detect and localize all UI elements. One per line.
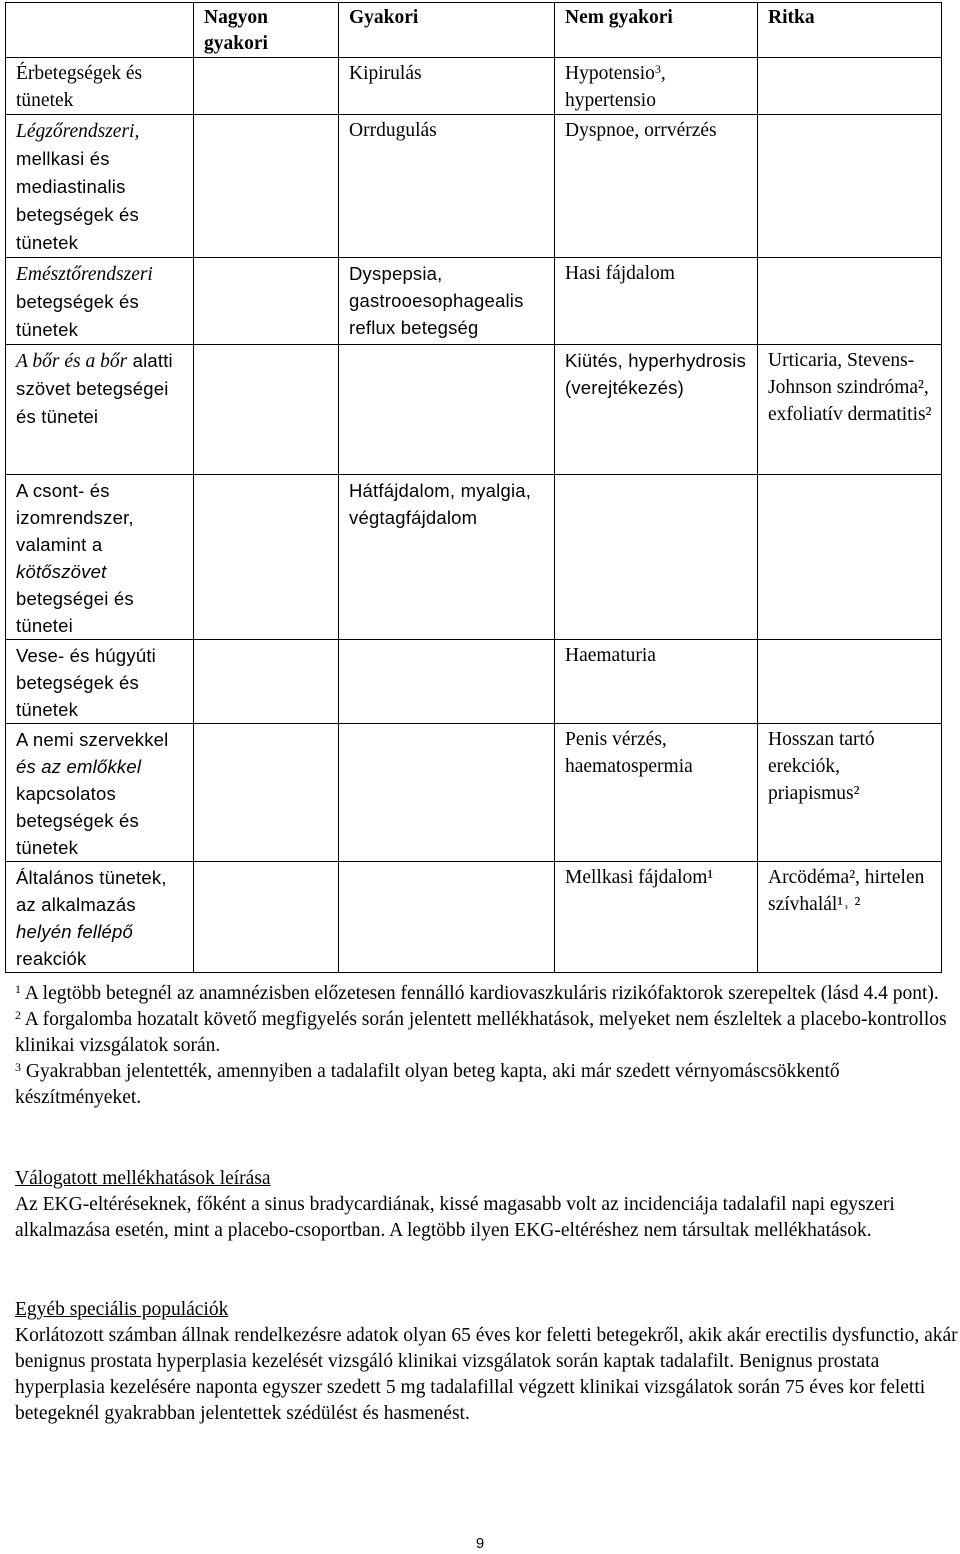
common-cell — [339, 862, 555, 973]
common-cell: Dyspepsia, gastrooesophagealis reflux betegség — [339, 258, 555, 345]
section-heading: Egyéb speciális populációk — [15, 1299, 229, 1320]
common-cell: Kipirulás — [339, 58, 555, 115]
soc-cell: Vese- és húgyúti betegségek és tünetek — [6, 640, 194, 724]
rare-cell: Urticaria, Stevens-Johnson szindróma², exfoliatív dermatitis² — [758, 345, 942, 475]
section-special-populations — [15, 1297, 960, 1427]
common-cell: Orrdugulás — [339, 115, 555, 258]
page-number: 9 — [475, 1535, 485, 1552]
header-uncommon: Nem gyakori — [555, 3, 758, 58]
table-row — [6, 115, 942, 258]
soc-cell: A csont- és izomrendszer, valamint a kötőszövet betegségei és tünetei — [6, 475, 194, 640]
very-common-cell — [194, 724, 339, 862]
uncommon-cell: Kiütés, hyperhydrosis (verejtékezés) — [555, 345, 758, 475]
uncommon-cell: Hasi fájdalom — [555, 258, 758, 345]
common-cell — [339, 640, 555, 724]
table-row — [6, 345, 942, 475]
section-body: Az EKG-eltéréseknek, főként a sinus bradycardiának, kissé magasabb volt az incidenciája tadalafil napi egyszeri alkalmazása esetén, mint a placebo-csoportban. A legtöbb ilyen EKG-eltéréshez nem társultak mellékhatások. — [15, 1194, 895, 1241]
rare-cell — [758, 640, 942, 724]
section-selected-adverse-reactions — [15, 1166, 960, 1244]
uncommon-cell: Hypotensio$^3$, hypertensio — [555, 58, 758, 115]
header-very-common: Nagyon gyakori — [194, 3, 339, 58]
very-common-cell — [194, 345, 339, 475]
soc-cell: Emésztőrendszeri betegségek és tünetek — [6, 258, 194, 345]
table-row — [6, 475, 942, 640]
header-rare: Ritka — [758, 3, 942, 58]
section-body: Korlátozott számban állnak rendelkezésre adatok olyan 65 éves kor feletti betegekről, akik akár erectilis dysfunctio, akár benignus prostata hyperplasia kezelését vizsgáló klinikai vizsgálatok során kaptak tadalafilt. Benignus prostata hyperplasia kezelésére naponta egyszer szedett 5 mg tadalafillal végzett klinikai vizsgálatok során 75 éves kor feletti betegeknél gyakrabban jelentettek szédülést és hasmenést. — [15, 1325, 958, 1424]
section-heading: Válogatott mellékhatások leírása — [15, 1168, 271, 1189]
uncommon-cell: Mellkasi fájdalom¹ — [555, 862, 758, 973]
footnote: $^2$ A forgalomba hozatalt követő megfigyelés során jelentett mellékhatások, melyeket nem észleltek a placebo-kontrollos klinikai vizsgálatok során. — [15, 1008, 947, 1056]
uncommon-cell: Penis vérzés, haematospermia — [555, 724, 758, 862]
uncommon-cell: Dyspnoe, orrvérzés — [555, 115, 758, 258]
soc-cell: Általános tünetek, az alkalmazás helyén fellépő reakciók — [6, 862, 194, 973]
very-common-cell — [194, 475, 339, 640]
uncommon-cell — [555, 475, 758, 640]
table-row — [6, 58, 942, 115]
common-cell: Hátfájdalom, myalgia, végtagfájdalom — [339, 475, 555, 640]
very-common-cell — [194, 58, 339, 115]
common-cell — [339, 345, 555, 475]
common-cell — [339, 724, 555, 862]
soc-cell: A bőr és a bőr alatti szövet betegségei és tünetei — [6, 345, 194, 475]
very-common-cell — [194, 115, 339, 258]
table-row — [6, 862, 942, 973]
very-common-cell — [194, 258, 339, 345]
header-soc — [6, 3, 194, 58]
header-common: Gyakori — [339, 3, 555, 58]
soc-cell: A nemi szervekkel és az emlőkkel kapcsolatos betegségek és tünetek — [6, 724, 194, 862]
very-common-cell — [194, 640, 339, 724]
adverse-reactions-table — [5, 2, 942, 973]
very-common-cell — [194, 862, 339, 973]
footnote: $^3$ Gyakrabban jelentették, amennyiben a tadalafilt olyan beteg kapta, aki már szedett vérnyomáscsökkentő készítményeket. — [15, 1060, 840, 1108]
uncommon-cell: Haematuria — [555, 640, 758, 724]
rare-cell: Arcödéma², hirtelen szívhalál¹˒ ² — [758, 862, 942, 973]
table-row — [6, 640, 942, 724]
table-header-row — [6, 3, 942, 58]
soc-cell: Érbetegségek és tünetek — [6, 58, 194, 115]
rare-cell — [758, 58, 942, 115]
rare-cell: Hosszan tartó erekciók, priapismus² — [758, 724, 942, 862]
soc-cell: Légzőrendszeri, mellkasi és mediastinalis betegségek és tünetek — [6, 115, 194, 258]
table-row — [6, 258, 942, 345]
footnotes — [15, 981, 960, 1111]
rare-cell — [758, 475, 942, 640]
table-row — [6, 724, 942, 862]
rare-cell — [758, 115, 942, 258]
rare-cell — [758, 258, 942, 345]
footnote: $^1$ A legtöbb betegnél az anamnézisben előzetesen fennálló kardiovaszkuláris rizikófaktorok szerepeltek (lásd 4.4 pont). — [15, 982, 939, 1004]
